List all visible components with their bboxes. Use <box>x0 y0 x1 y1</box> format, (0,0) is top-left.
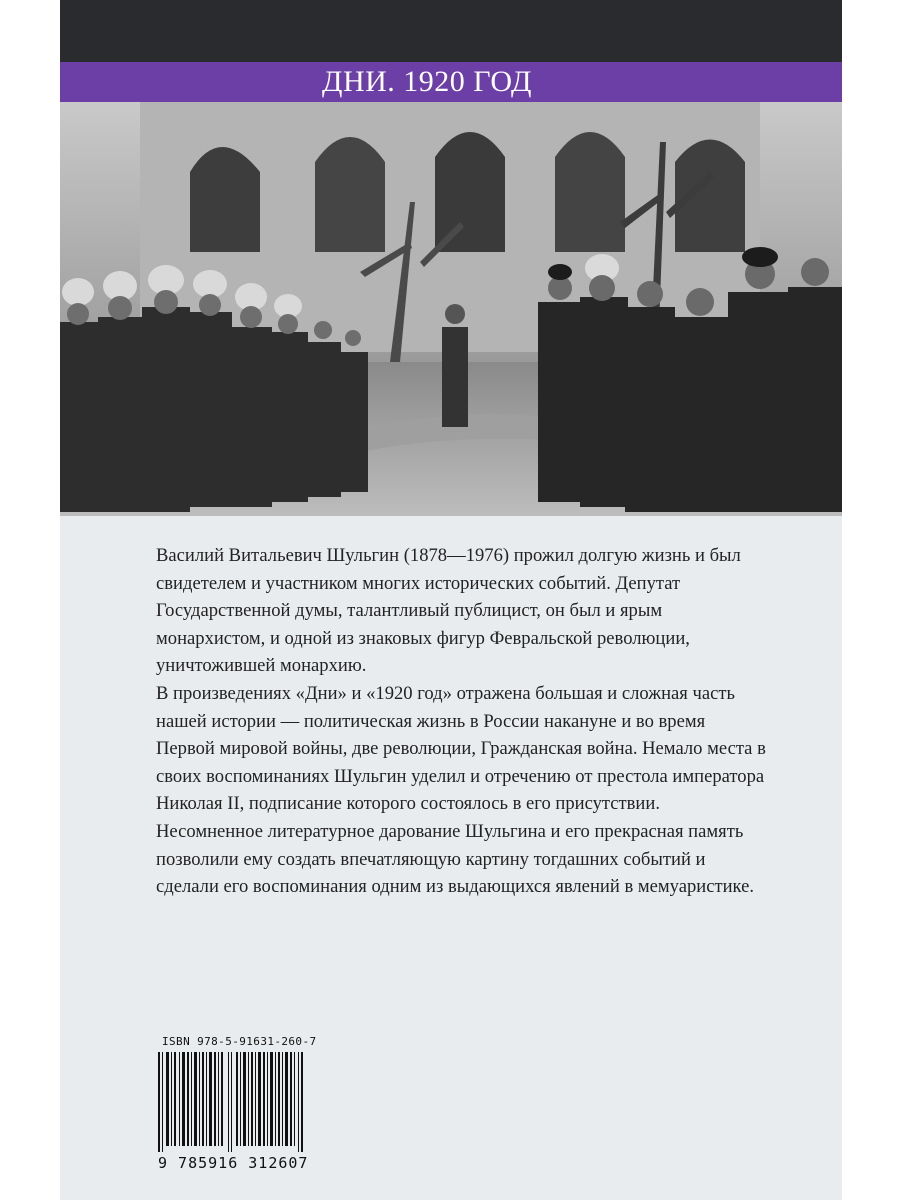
isbn-label: ISBN 978-5-91631-260-7 <box>162 1035 317 1048</box>
title-band <box>60 62 842 102</box>
blurb-paragraph-1: Василий Витальевич Шульгин (1878—1976) прожил долгую жизнь и был свидетелем и участником многих исторических событий. Депутат Государственной думы, талантливый публицист, он был и ярым монархистом, и одной из знаковых фигур Февральской революции, уничтожившей монархию. <box>156 545 741 677</box>
historical-photo <box>60 102 842 516</box>
photo-illustration <box>60 102 842 516</box>
book-back-cover <box>60 62 842 1200</box>
barcode-icon <box>158 1052 308 1152</box>
book-title: ДНИ. 1920 ГОД <box>322 65 533 98</box>
barcode-digits: 9 785916 312607 <box>158 1154 309 1172</box>
blurb-paragraph-3: Несомненное литературное дарование Шульгина и его прекрасная память позволили ему создать впечатляющую картину тогдашних событий и сделали его воспоминания одним из выдающихся явлений в мемуаристике. <box>156 820 755 898</box>
top-dark-strip <box>60 0 842 62</box>
annotation-text <box>156 542 766 901</box>
blurb-paragraph-2: В произведениях «Дни» и «1920 год» отражена большая и сложная часть нашей истории — политическая жизнь в России накануне и во время Первой мировой войны, две революции, Гражданская война. Немало места в своих воспоминаниях Шульгин уделил и отречению от престола императора Николая II, подписание которого состоялось в его присутствии. <box>156 682 766 815</box>
